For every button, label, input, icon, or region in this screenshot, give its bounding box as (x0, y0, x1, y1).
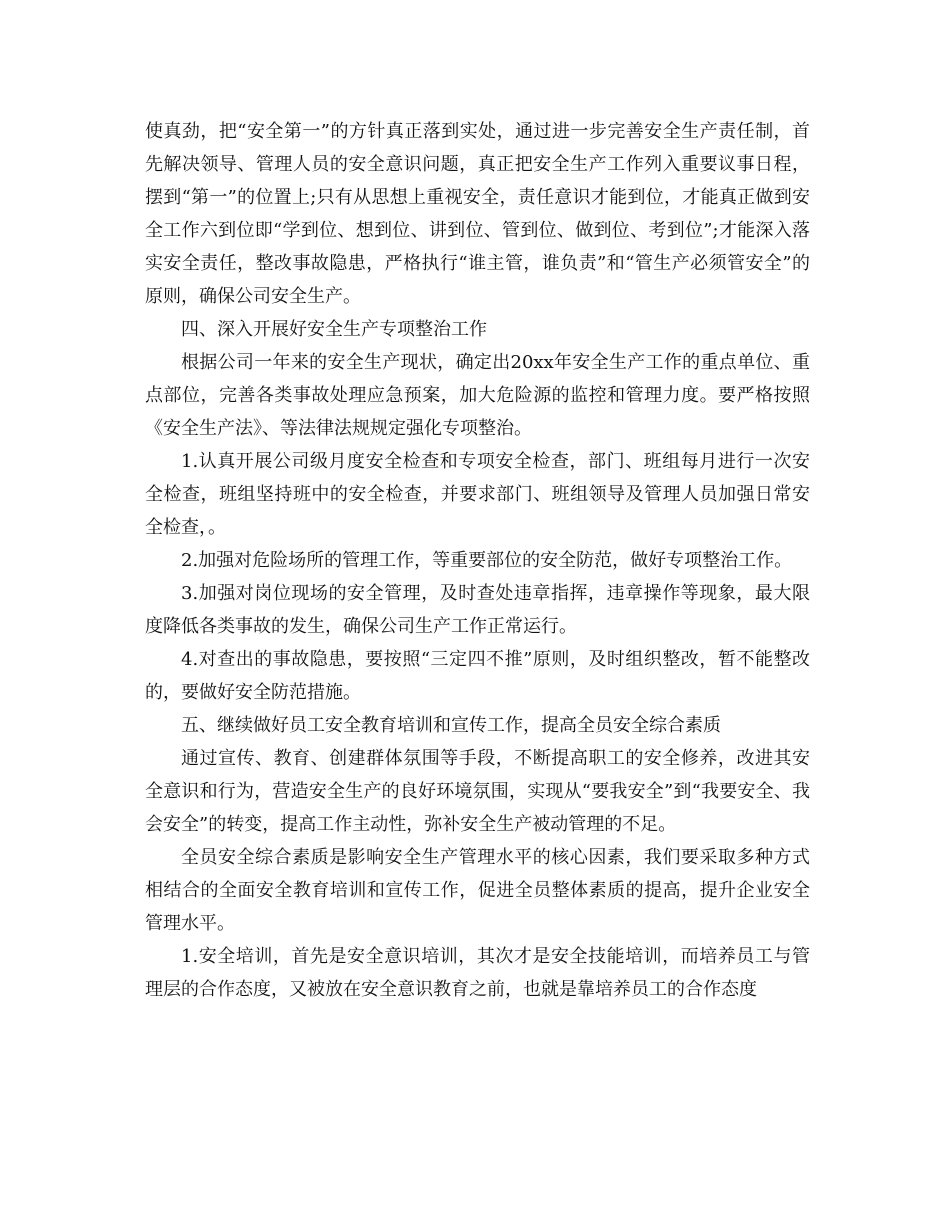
list-item-1-monthly-inspection: 1.认真开展公司级月度安全检查和专项安全检查，部门、班组每月进行一次安全检查，班组坚持班中的安全检查，并要求部门、班组领导及管理人员加强日常安全检查，。 (145, 451, 810, 538)
section-heading-4: 四、深入开展好安全生产专项整治工作 (181, 319, 487, 340)
paragraph-special-rectification: 根据公司一年来的安全生产现状，确定出20xx年安全生产工作的重点单位、重点部位，完善各类事故处理应急预案，加大危险源的监控和管理力度。要严格按照《安全生产法》、等法律法规规定强化专项整治。 (145, 352, 810, 439)
list-item-2-danger-areas: 2.加强对危险场所的管理工作，等重要部位的安全防范，做好专项整治工作。 (181, 550, 793, 571)
list-item-4-hazard-rectification: 4.对查出的事故隐患，要按照“三定四不推”原则，及时组织整改，暂不能整改的，要做好安全防范措施。 (145, 649, 810, 703)
paragraph-intro-continued: 使真劲，把“安全第一”的方针真正落到实处，通过进一步完善安全生产责任制，首先解决领导、管理人员的安全意识问题，真正把安全生产工作列入重要议事日程，摆到“第一”的位置上;只有从思想上重视安全，责任意识才能到位，才能真正做到安全工作六到位即“学到位、想到位、讲到位、管到位、做到位、考到位”;才能深入落实安全责任，整改事故隐患，严格执行“谁主管，谁负责”和“管生产必须管安全”的原则，确保公司安全生产。 (145, 121, 810, 307)
document-body (145, 115, 810, 1006)
paragraph-publicity-education: 通过宣传、教育、创建群体氛围等手段，不断提高职工的安全修养，改进其安全意识和行为，营造安全生产的良好环境氛围，实现从“要我安全”到“我要安全、我会安全”的转变，提高工作主动性，弥补安全生产被动管理的不足。 (145, 748, 810, 835)
paragraph-comprehensive-quality: 全员安全综合素质是影响安全生产管理水平的核心因素，我们要采取多种方式相结合的全面安全教育培训和宣传工作，促进全员整体素质的提高，提升企业安全管理水平。 (145, 847, 810, 934)
list-item-3-onsite-management: 3.加强对岗位现场的安全管理，及时查处违章指挥，违章操作等现象，最大限度降低各类事故的发生，确保公司生产工作正常运行。 (145, 583, 810, 637)
list-item-1-safety-training: 1.安全培训，首先是安全意识培训，其次才是安全技能培训，而培养员工与管理层的合作态度，又被放在安全意识教育之前，也就是靠培养员工的合作态度 (145, 946, 810, 1000)
section-heading-5: 五、继续做好员工安全教育培训和宣传工作，提高全员安全综合素质 (181, 715, 721, 736)
